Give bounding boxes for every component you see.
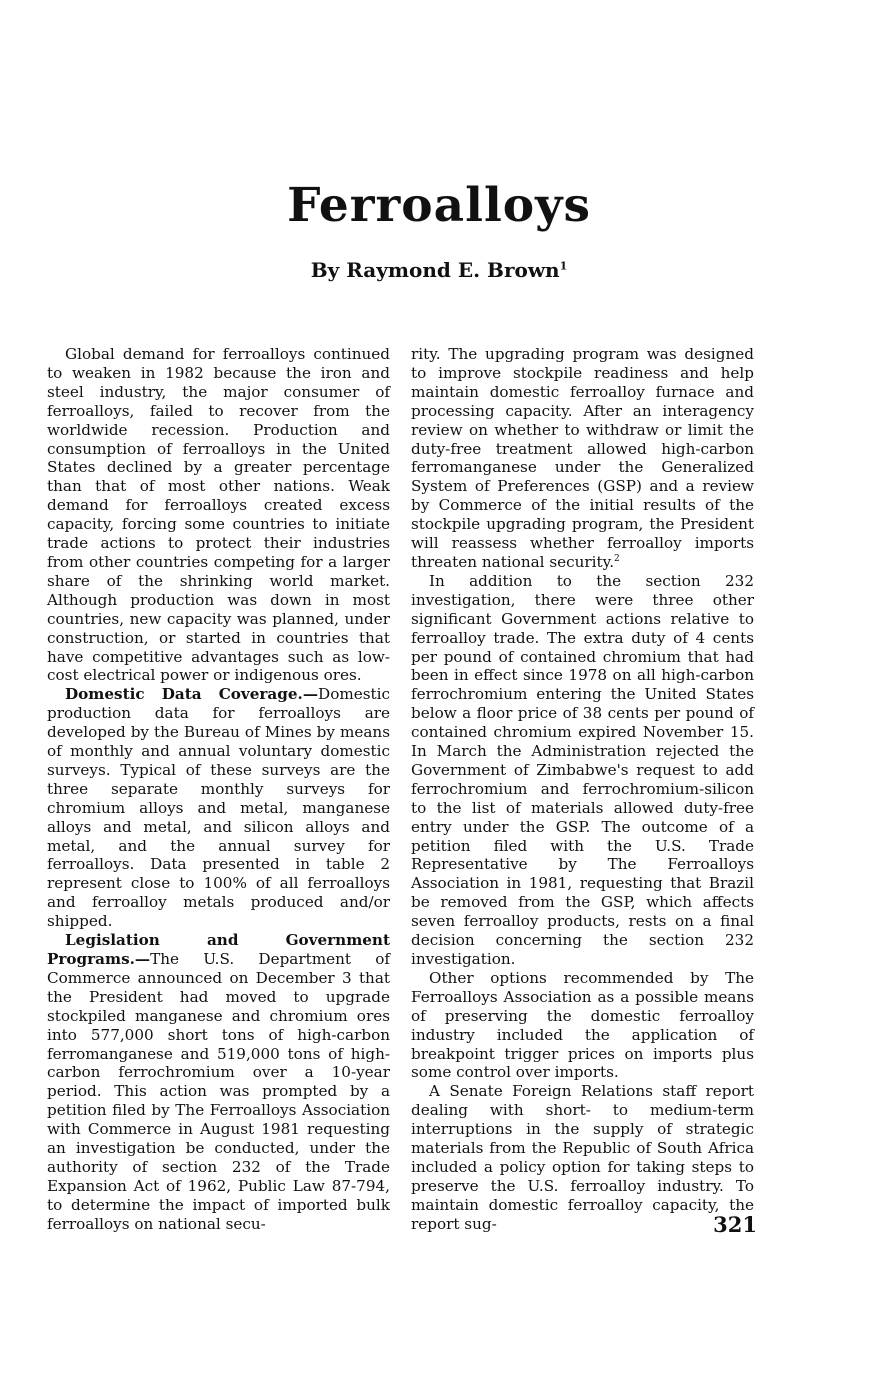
- footnote-mark-2: 2: [614, 553, 620, 564]
- paragraph-legislation-text: The U.S. Department of Commerce announced on December 3 that the President had moved to upgrade stockpiled manganese and chromium ores into 577,000 short tons of high-carbon ferromanganese and 519,000 tons of high-carbon ferrochromium over a 10-year period. This action was prompted by a petition filed by The Ferroalloys Association with Commerce in August 1981 requesting an investigation be conducted, under the authority of section 232 of the Trade Expansion Act of 1962, Public Law 87-794, to determine the impact of imported bulk ferroalloys on national secu-: [47, 950, 390, 1233]
- paragraph-other-options: Other options recommended by The Ferroalloys Association as a possible means of preserving the domestic ferroalloy industry included the application of breakpoint trigger prices on imports plus some control over imports.: [411, 968, 754, 1082]
- section-heading-legislation: Legislation and Government Programs.—: [47, 931, 390, 968]
- paragraph-section-232: In addition to the section 232 investigation, there were three other significant Government actions relative to ferroalloy trade. The extra duty of 4 cents per pound of contained chromium that had been in effect since 1978 on all high-carbon ferrochromium entering the United States below a floor price of 38 cents per pound of contained chromium expired November 15. In March the Administration rejected the Government of Zimbabwe's request to add ferrochromium and ferrochromium-silicon to the list of materials allowed duty-free entry under the GSP. The outcome of a petition filed with the U.S. Trade Representative by The Ferroalloys Association in 1981, requesting that Brazil be removed from the GSP, which affects seven ferroalloy products, rests on a final decision concerning the section 232 investigation.: [411, 571, 754, 968]
- paragraph-continued-text: rity. The upgrading program was designed to improve stockpile readiness and help maintain domestic ferroalloy furnace and processing capacity. After an interagency review on whether to withdraw or limit the duty-free treatment allowed high-carbon ferromanganese under the Generalized System of Preferences (GSP) and a review by Commerce of the initial results of the stockpile upgrading program, the President will reassess whether ferroalloy imports threaten national security.: [411, 345, 754, 571]
- page-number: 321: [713, 1212, 757, 1237]
- paragraph-domestic-data: [47, 685, 390, 931]
- paragraph-intro: Global demand for ferroalloys continued to weaken in 1982 because the iron and steel industry, the major consumer of ferroalloys, failed to recover from the worldwide recession. Production and consumption of ferroalloys in the United States declined by a greater percentage than that of most other nations. Weak demand for ferroalloys created excess capacity, forcing some countries to initiate trade actions to protect their industries from other countries competing for a larger share of the shrinking world market. Although production was down in most countries, new capacity was planned, under construction, or started in countries that have competitive advantages such as low-cost electrical power or indigenous ores.: [47, 345, 390, 685]
- paragraph-senate-report: A Senate Foreign Relations staff report dealing with short- to medium-term interruptions in the supply of strategic materials from the Republic of South Africa included a policy option for taking steps to preserve the U.S. ferroalloy industry. To maintain domestic ferroalloy capacity, the report sug-: [411, 1082, 754, 1233]
- byline: [0, 258, 878, 282]
- byline-author: By Raymond E. Brown: [310, 258, 560, 282]
- paragraph-continued: [411, 345, 754, 572]
- section-heading-domestic-data: Domestic Data Coverage.—: [65, 685, 319, 704]
- right-column: [411, 345, 754, 1234]
- byline-footnote-mark: 1: [559, 259, 568, 273]
- page-title: Ferroalloys: [287, 178, 591, 233]
- paragraph-domestic-data-text: Domestic production data for ferroalloys are developed by the Bureau of Mines by means of monthly and annual voluntary domestic surveys. Typical of these surveys are the three separate monthly surveys for chromium alloys and metal, manganese alloys and metal, and silicon alloys and metal, and the annual survey for ferroalloys. Data presented in table 2 represent close to 100% of all ferroalloys and ferroalloy metals produced and/or shipped.: [47, 685, 390, 931]
- left-column: [47, 345, 390, 1234]
- paragraph-legislation: [47, 931, 390, 1234]
